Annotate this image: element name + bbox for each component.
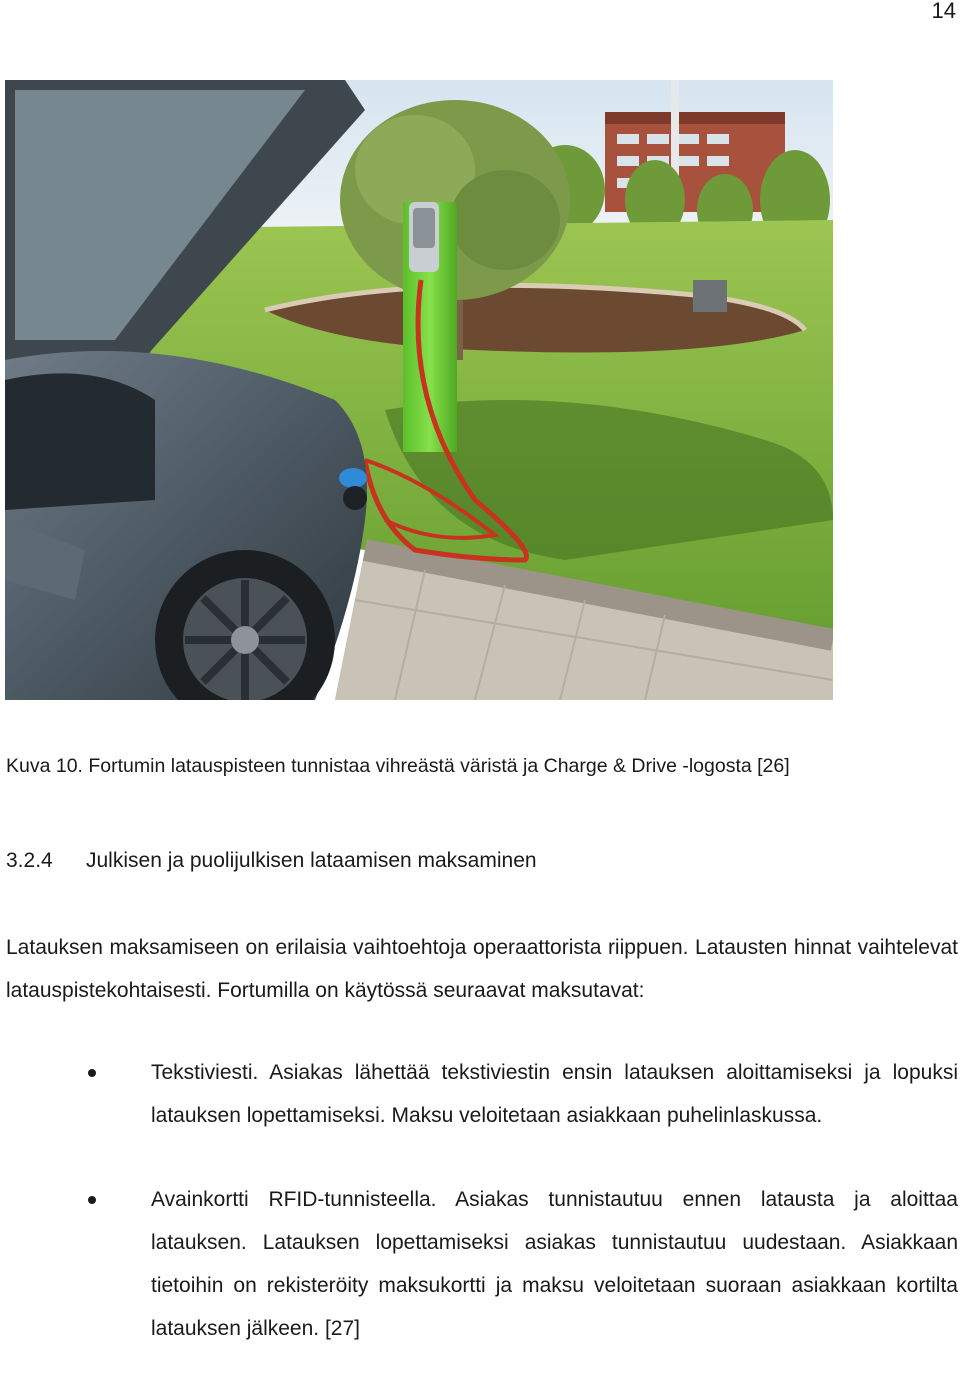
page-number: 14 xyxy=(931,0,956,23)
list-item-text: Avainkortti RFID-tunnisteella. Asiakas tunnistautuu ennen latausta ja aloittaa latauksen. Latauksen lopettamiseksi asiakas tunnistautuu uudestaan. Asiakkaan tietoihin on rekisteröity maksukortti ja maksu veloitetaan suoraan asiakkaan kortilta latauksen jälkeen. [27] xyxy=(151,1188,958,1340)
figure-caption: Kuva 10. Fortumin latauspisteen tunnistaa vihreästä väristä ja Charge & Drive -logosta [26] xyxy=(6,755,790,777)
section-number: 3.2.4 xyxy=(6,849,53,872)
list-item-text: Tekstiviesti. Asiakas lähettää tekstiviestin ensin latauksen aloittamiseksi ja lopuksi latauksen lopettamiseksi. Maksu veloitetaan asiakkaan puhelinlaskussa. xyxy=(151,1061,958,1127)
payment-methods-list xyxy=(0,1051,960,1350)
intro-paragraph: Latauksen maksamiseen on erilaisia vaihtoehtoja operaattorista riippuen. Latausten hinnat vaihtelevat latauspistekohtaisesti. Fortumilla on käytössä seuraavat maksutavat: xyxy=(6,936,958,1002)
charging-station-photo xyxy=(5,80,833,700)
list-item xyxy=(0,1051,958,1137)
list-item xyxy=(0,1178,958,1350)
section-title: Julkisen ja puolijulkisen lataamisen maksaminen xyxy=(86,849,537,872)
bullet-icon xyxy=(88,1069,96,1077)
section-heading xyxy=(6,846,537,876)
bullet-icon xyxy=(88,1196,96,1204)
